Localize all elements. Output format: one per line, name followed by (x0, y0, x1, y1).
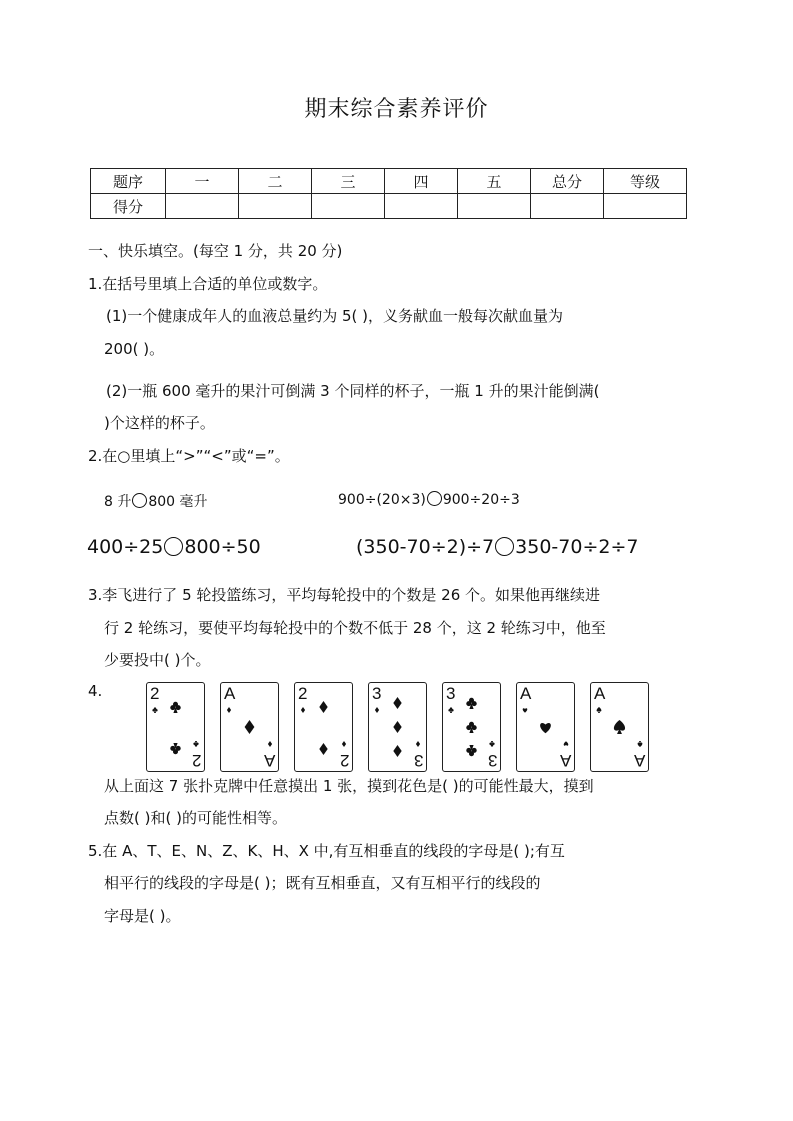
card-rank-inverted: 3 (413, 751, 423, 770)
expr-left: (350-70÷2)÷7 (356, 536, 495, 558)
q2-expr3 (87, 536, 261, 558)
card-rank: A (594, 684, 606, 703)
q1-stem: 1.在括号里填上合适的单位或数字。 (88, 275, 328, 293)
club-icon (147, 683, 204, 771)
compare-circle[interactable] (495, 537, 514, 556)
score-cell[interactable] (604, 194, 687, 219)
diamond-icon (369, 683, 426, 771)
expr-right: 800÷50 (184, 536, 261, 558)
q5-line2: 相平行的线段的字母是( )；既有互相垂直，又有互相平行的线段的 (104, 874, 541, 892)
score-cell[interactable] (458, 194, 531, 219)
q1-part2-line2: )个这样的杯子。 (104, 414, 215, 432)
card-rank: 3 (372, 684, 382, 703)
card-rank-inverted: A (263, 751, 275, 770)
q4-line1: 从上面这 7 张扑克牌中任意摸出 1 张，摸到花色是( )的可能性最大，摸到 (104, 777, 594, 795)
expr-right: 900÷20÷3 (442, 492, 520, 508)
q2-expr4 (356, 536, 638, 558)
q3-line3: 少要投中( )个。 (104, 651, 211, 669)
card-rank: A (520, 684, 532, 703)
score-cell[interactable] (239, 194, 312, 219)
score-table (90, 168, 687, 219)
q2-expr2 (338, 491, 520, 508)
q3-line2: 行 2 轮练习，要使平均每轮投中的个数不低于 28 个，这 2 轮练习中，他至 (104, 619, 606, 637)
q1-part2-line1: (2)一瓶 600 毫升的果汁可倒满 3 个同样的杯子，一瓶 1 升的果汁能倒满( (106, 382, 600, 400)
expr-left: 8 升 (104, 494, 132, 510)
card-rank: 2 (150, 684, 160, 703)
row-label: 得分 (91, 194, 166, 219)
card-rank-inverted: 2 (191, 751, 201, 770)
card-rank: A (224, 684, 236, 703)
compare-circle[interactable] (427, 491, 442, 506)
q4-line2: 点数( )和( )的可能性相等。 (104, 809, 287, 827)
score-table-score-row (91, 194, 687, 219)
card-rank-inverted: 2 (339, 751, 349, 770)
score-table-header-row (91, 169, 687, 194)
q3-line1: 3.李飞进行了 5 轮投篮练习，平均每轮投中的个数是 26 个。如果他再继续进 (88, 586, 601, 604)
playing-card-2-club (146, 682, 205, 772)
diamond-icon (221, 683, 278, 771)
q2-stem: 2.在○里填上“>”“<”或“=”。 (88, 447, 290, 465)
header-cell: 等级 (604, 169, 687, 194)
q5-line3: 字母是( )。 (104, 907, 181, 925)
header-cell: 五 (458, 169, 531, 194)
card-rank: 3 (446, 684, 456, 703)
compare-circle[interactable] (132, 493, 147, 508)
card-rank-inverted: A (633, 751, 645, 770)
header-cell: 一 (166, 169, 239, 194)
playing-card-A-diamond (220, 682, 279, 772)
compare-circle[interactable] (164, 537, 183, 556)
playing-card-3-club (442, 682, 501, 772)
q4-number: 4. (88, 682, 103, 700)
q2-expr1 (104, 491, 208, 511)
section-heading: 一、快乐填空。(每空 1 分，共 20 分) (88, 242, 343, 260)
score-cell[interactable] (312, 194, 385, 219)
q5-line1: 5.在 A、T、E、N、Z、K、H、X 中,有互相垂直的线段的字母是( );有互 (88, 842, 565, 860)
expr-left: 400÷25 (87, 536, 164, 558)
q1-part1-line2: 200( )。 (104, 340, 165, 358)
heart-icon (517, 683, 574, 771)
expr-right: 800 毫升 (148, 494, 208, 510)
expr-right: 350-70÷2÷7 (515, 536, 639, 558)
club-icon (443, 683, 500, 771)
score-cell[interactable] (531, 194, 604, 219)
header-cell: 总分 (531, 169, 604, 194)
q1-part1-line1: (1)一个健康成年人的血液总量约为 5( )，义务献血一般每次献血量为 (106, 307, 564, 325)
playing-card-3-diamond (368, 682, 427, 772)
card-rank: 2 (298, 684, 308, 703)
header-cell: 二 (239, 169, 312, 194)
header-cell: 三 (312, 169, 385, 194)
expr-left: 900÷(20×3) (338, 492, 426, 508)
playing-card-A-spade (590, 682, 649, 772)
header-cell: 题序 (91, 169, 166, 194)
page-title: 期末综合素养评价 (304, 97, 489, 122)
playing-card-2-diamond (294, 682, 353, 772)
diamond-icon (295, 683, 352, 771)
card-rank-inverted: 3 (487, 751, 497, 770)
score-cell[interactable] (385, 194, 458, 219)
header-cell: 四 (385, 169, 458, 194)
playing-card-A-heart (516, 682, 575, 772)
score-cell[interactable] (166, 194, 239, 219)
card-rank-inverted: A (559, 751, 571, 770)
spade-icon (591, 683, 648, 771)
